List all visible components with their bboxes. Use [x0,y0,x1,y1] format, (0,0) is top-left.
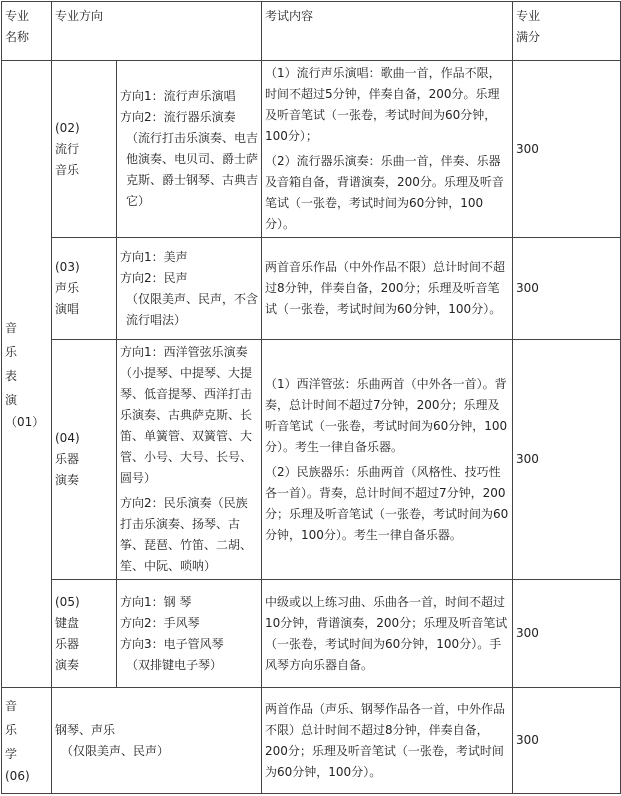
score-musicology: 300 [513,688,621,794]
directions-keyboard: 方向1：钢 琴 方向2：手风琴 方向3：电子管风琴 （双排键电子琴） [117,580,262,688]
exam-pop-music: （1）流行声乐演唱：歌曲一首，作品不限，时间不超过5分钟，伴奏自备，200分。乐理及听音笔试（一张卷，考试时间为60分钟，100分）； （2）流行器乐演奏：乐曲一首，伴奏、乐器及音箱自备，背谱演奏，200分。乐理及听音笔试（一张卷，考试时间为60分钟，100分）。 [262,61,513,238]
directions-vocal: 方向1：美声 方向2：民声 （仅限美声、民声，不含流行唱法） [117,238,262,340]
header-major-name: 专业 名称 [2,2,52,61]
header-direction: 专业方向 [52,2,262,61]
table-row-pop-music [2,61,621,238]
major-code: (06) [5,769,30,783]
sub-major-keyboard: (05) 键盘 乐器 演奏 [52,580,117,688]
score-vocal: 300 [513,238,621,340]
score-keyboard: 300 [513,580,621,688]
sub-major-instrumental: (04) 乐器 演奏 [52,340,117,580]
major-name-music-performance: 音 乐 表 演 （01） [2,61,52,688]
directions-instrumental: 方向1：西洋管弦乐演奏（小提琴、中提琴、大提琴、低音提琴、西洋打击乐演奏、古典萨克斯、长笛、单簧管、双簧管、大管、小号、大号、长号、圆号） 方向2：民乐演奏（民族打击乐演奏、扬琴、古筝、琵琶、竹笛、二胡、笙、中阮、唢呐） [117,340,262,580]
table-header-row [2,2,621,61]
exam-musicology: 两首作品（声乐、钢琴作品各一首，中外作品不限）总计时间不超过8分钟，伴奏自备，200分；乐理及听音笔试（一张卷，考试时间为60分钟，100分）。 [262,688,513,794]
sub-major-vocal: (03) 声乐 演唱 [52,238,117,340]
directions-pop-music: 方向1：流行声乐演唱 方向2：流行器乐演奏 （流行打击乐演奏、电吉他演奏、电贝司、爵士萨克斯、爵士钢琴、古典吉它） [117,61,262,238]
table-row-keyboard [2,580,621,688]
score-instrumental: 300 [513,340,621,580]
directions-musicology: 钢琴、声乐 （仅限美声、民声） [52,688,262,794]
table-row-musicology [2,688,621,794]
major-code: （01） [5,414,45,429]
major-name-musicology: 音 乐 学 (06) [2,688,52,794]
header-exam-content: 考试内容 [262,2,513,61]
sub-major-pop-music: (02) 流行 音乐 [52,61,117,238]
exam-keyboard: 中级或以上练习曲、乐曲各一首，时间不超过10分钟，背谱演奏，200分；乐理及听音笔试（一张卷，考试时间为60分钟，100分）。手风琴方向乐器自备。 [262,580,513,688]
exam-vocal: 两首音乐作品（中外作品不限）总计时间不超过8分钟，伴奏自备，200分；乐理及听音笔试（一张卷，考试时间为60分钟，100分）。 [262,238,513,340]
table-row-instrumental [2,340,621,580]
admission-requirements-table [1,1,621,794]
table-row-vocal [2,238,621,340]
exam-instrumental: （1）西洋管弦：乐曲两首（中外各一首）。背奏，总计时间不超过7分钟，200分；乐理及听音笔试（一张卷，考试时间为60分钟，100分）。考生一律自备乐器。 （2）民族器乐：乐曲两首（风格性、技巧性各一首）。背奏，总计时间不超过7分钟，200分；乐理及听音笔试（一张卷，考试时间为60分钟，100分）。考生一律自备乐器。 [262,340,513,580]
header-full-score: 专业 满分 [513,2,621,61]
score-pop-music: 300 [513,61,621,238]
